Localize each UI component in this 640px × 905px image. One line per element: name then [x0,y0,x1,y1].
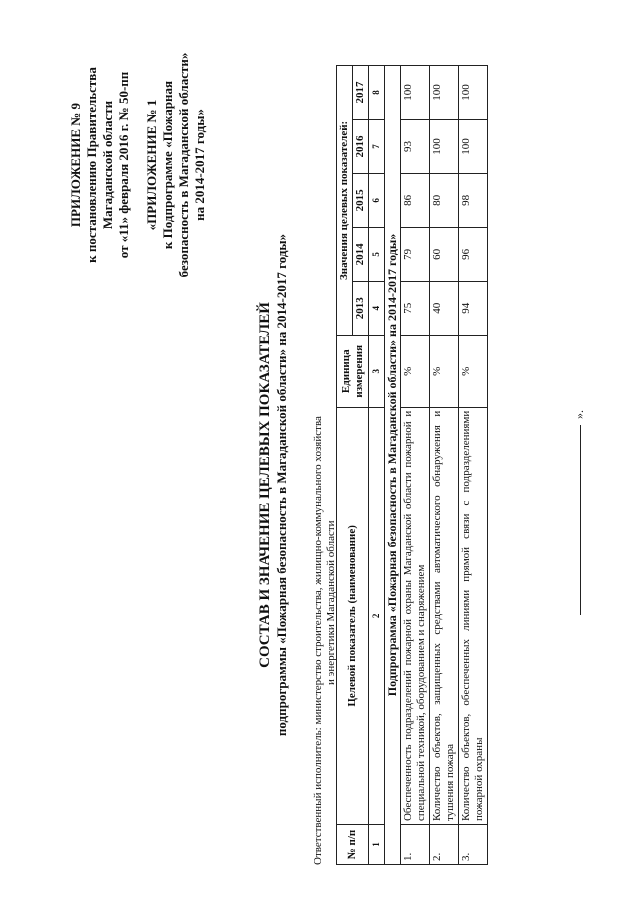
header-name: Целевой показатель (наименование) [337,407,369,824]
row-number: 3. [459,825,488,865]
indicator-value: 94 [459,281,488,335]
section-row [385,66,401,865]
indicator-unit: % [401,335,430,407]
indicator-value: 100 [459,120,488,174]
section-title: Подпрограмма «Пожарная безопасность в Магаданской области» на 2014-2017 годы» [385,66,401,865]
title-line-2: подпрограммы «Пожарная безопасность в Магаданской области» на 2014-2017 годы» [274,233,289,737]
header-num: № п/п [337,825,369,865]
closing-quote: ». [572,410,586,419]
indicator-value: 40 [430,281,459,335]
indicator-value: 100 [430,66,459,120]
indicator-unit: % [430,335,459,407]
document-title [256,105,290,865]
column-number: 2 [369,407,385,824]
indicator-value: 98 [459,173,488,227]
table-row [459,66,488,865]
column-number: 6 [369,173,385,227]
appendix-ref-line: к постановлению Правительства [84,67,99,263]
closing-mark [572,355,587,615]
indicator-value: 100 [459,66,488,120]
column-number: 3 [369,335,385,407]
header-year: 2016 [353,120,369,174]
column-number-row [369,66,385,865]
indicator-value: 75 [401,281,430,335]
table-row [430,66,459,865]
column-number: 4 [369,281,385,335]
indicator-value: 60 [430,227,459,281]
row-number: 1. [401,825,430,865]
appendix-ref-line: Магаданской области [100,100,115,230]
indicator-value: 93 [401,120,430,174]
table-row [401,66,430,865]
indicator-name: Количество объектов, защищенных средствами автоматического обнаружения и тушения пожара [430,407,459,824]
column-number: 7 [369,120,385,174]
appendix-number: ПРИЛОЖЕНИЕ № 9 [68,102,83,228]
indicator-value: 100 [401,66,430,120]
indicator-name: Обеспеченность подразделений пожарной охраны Магаданской области пожарной и специальной техникой, оборудованием и снаряжением [401,407,430,824]
appendix-ref-line: безопасность в Магаданской области» [176,52,191,278]
target-indicators-table [336,65,488,865]
header-unit: Единица измерения [337,335,369,407]
header-year: 2013 [353,281,369,335]
header-values: Значения целевых показателей: [337,66,353,336]
appendix-date-line: от «11» февраля 2016 г. № 50-пп [116,71,131,259]
executor-line-2: и энергетики Магаданской области [325,520,337,685]
title-line-1: СОСТАВ И ЗНАЧЕНИЕ ЦЕЛЕВЫХ ПОКАЗАТЕЛЕЙ [257,302,273,668]
column-number: 1 [369,825,385,865]
indicator-value: 86 [401,173,430,227]
column-number: 5 [369,227,385,281]
indicator-value: 80 [430,173,459,227]
indicator-value: 96 [459,227,488,281]
row-number: 2. [430,825,459,865]
responsible-executor [312,345,338,865]
indicator-name: Количество объектов, обеспеченных линиями прямой связи с подразделениями пожарной охраны [459,407,488,824]
appendix-ref-line: на 2014-2017 годы» [192,109,207,221]
header-year: 2017 [353,66,369,120]
header-row [337,66,353,865]
indicator-value: 79 [401,227,430,281]
appendix-ref-line: к Подпрограмме «Пожарная [160,80,175,250]
appendix-number-2: «ПРИЛОЖЕНИЕ № 1 [144,99,159,231]
spacer [132,25,144,305]
indicator-unit: % [459,335,488,407]
indicator-value: 100 [430,120,459,174]
header-year: 2015 [353,173,369,227]
header-year: 2014 [353,227,369,281]
signature-line [580,425,581,615]
appendix-block [68,25,208,305]
executor-line-1: Ответственный исполнитель: министерство строительства, жилищно-коммунального хозяйства [312,416,324,865]
column-number: 8 [369,66,385,120]
